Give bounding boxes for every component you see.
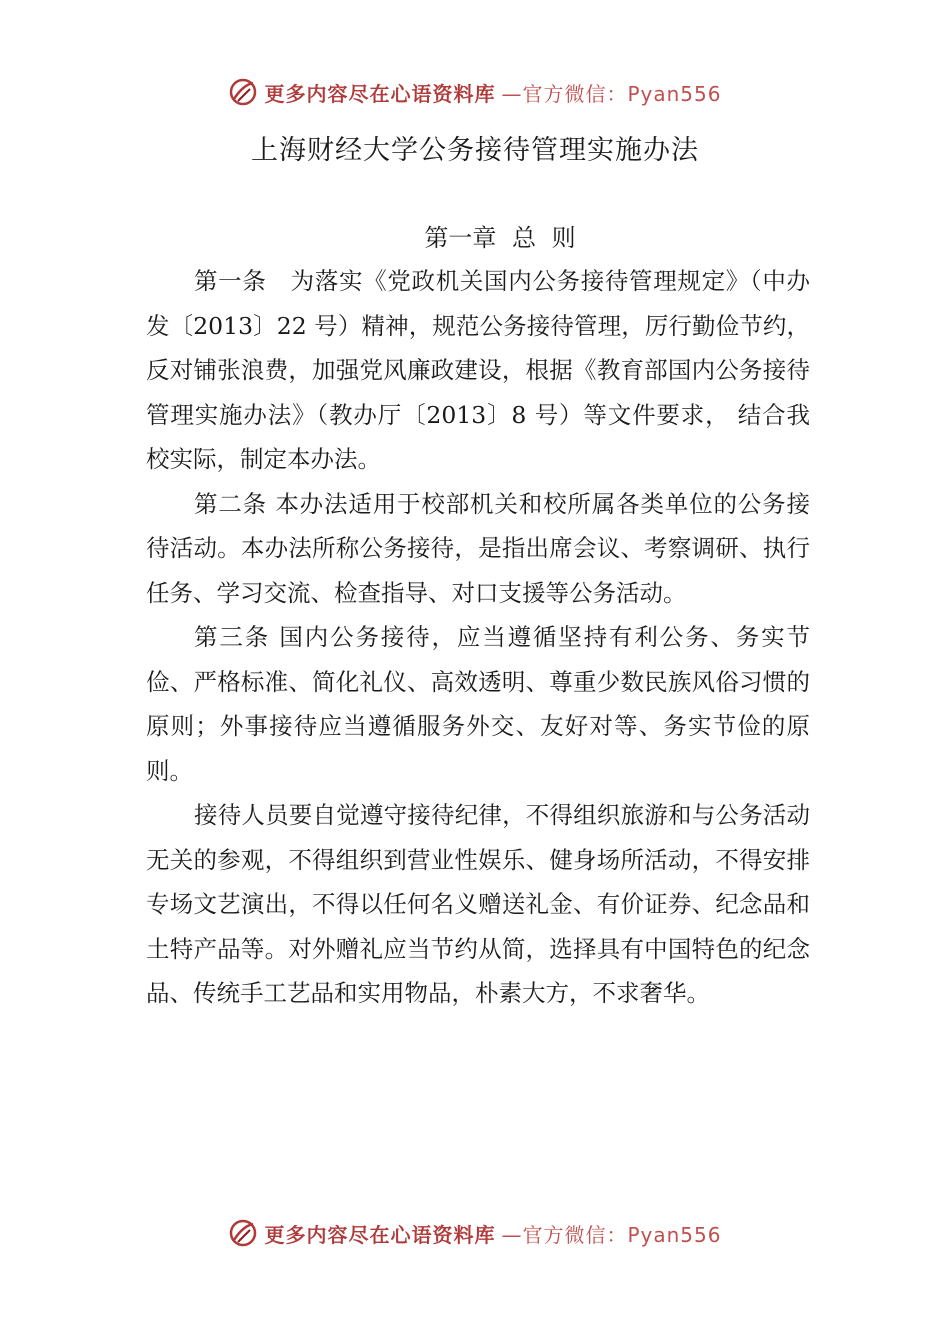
article-2: 第二条 本办法适用于校部机关和校所属各类单位的公务接待活动。本办法所称公务接待，是指出席会议、考察调研、执行任务、学习交流、检查指导、对口支援等公务活动。 [146,489,810,607]
watermark-main-text: 更多内容尽在心语资料库 [264,1222,496,1247]
article-1: 第一条 为落实《党政机关国内公务接待管理规定》（中办发〔2013〕22 号）精神，规范公务接待管理，厉行勤俭节约，反对铺张浪费，加强党风廉政建设，根据《教育部国内公务接待管理实施办法》（教办厅〔2013〕8 号）等文件要求， 结合我校实际，制定本办法。 [146,267,810,473]
article-3-continued: 接待人员要自觉遵守接待纪律，不得组织旅游和与公务活动无关的参观，不得组织到营业性娱乐、健身场所活动，不得安排专场文艺演出，不得以任何名义赠送礼金、有价证券、纪念品和土特产品等。对外赠礼应当节约从简，选择具有中国特色的纪念品、传统手工艺品和实用物品，朴素大方，不求奢华。 [146,801,810,1007]
watermark-main-text: 更多内容尽在心语资料库 [264,81,496,106]
header-watermark [0,72,950,112]
document-body [146,259,810,1016]
document-title: 上海财经大学公务接待管理实施办法 [251,135,699,166]
chapter-heading: 第一章 总 则 [424,224,576,252]
watermark-suffix-text: —官方微信：Pyan556 [501,1222,722,1247]
footer-watermark [0,1213,950,1253]
watermark-suffix-text: —官方微信：Pyan556 [501,81,722,106]
pen-logo-icon [228,1218,258,1248]
pen-logo-icon [228,77,258,107]
article-3: 第三条 国内公务接待，应当遵循坚持有利公务、务实节俭、严格标准、简化礼仪、高效透明、尊重少数民族风俗习惯的原则；外事接待应当遵循服务外交、友好对等、务实节俭的原则。 [146,623,810,785]
